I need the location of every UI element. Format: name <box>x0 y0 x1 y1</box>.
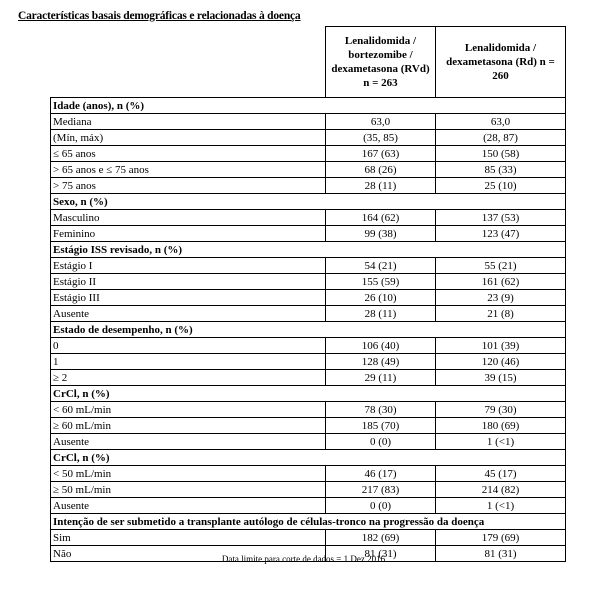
row-label: Estágio III <box>51 290 326 306</box>
table-row <box>51 530 566 546</box>
rd-value: 214 (82) <box>436 482 566 498</box>
rd-value: 1 (<1) <box>436 498 566 514</box>
row-label: Feminino <box>51 226 326 242</box>
row-label: Ausente <box>51 498 326 514</box>
rd-value: 123 (47) <box>436 226 566 242</box>
table-row <box>51 498 566 514</box>
row-label: 1 <box>51 354 326 370</box>
table-row <box>51 306 566 322</box>
rd-value: 55 (21) <box>436 258 566 274</box>
rd-value: 81 (31) <box>436 546 566 562</box>
row-label: Não <box>51 546 326 562</box>
section-header-row <box>51 98 566 114</box>
table-row <box>51 226 566 242</box>
rd-value: 101 (39) <box>436 338 566 354</box>
rd-value: 120 (46) <box>436 354 566 370</box>
table-row <box>51 130 566 146</box>
rvd-value: 28 (11) <box>326 178 436 194</box>
table-row <box>51 354 566 370</box>
row-label: > 75 anos <box>51 178 326 194</box>
rd-value: 161 (62) <box>436 274 566 290</box>
row-label: Masculino <box>51 210 326 226</box>
section-label: Idade (anos), n (%) <box>51 98 566 114</box>
table-row <box>51 434 566 450</box>
row-label: Mediana <box>51 114 326 130</box>
row-label: Estágio I <box>51 258 326 274</box>
table-row <box>51 482 566 498</box>
rvd-value: 106 (40) <box>326 338 436 354</box>
rvd-value: 28 (11) <box>326 306 436 322</box>
section-header-row <box>51 450 566 466</box>
rd-value: 79 (30) <box>436 402 566 418</box>
rd-value: 21 (8) <box>436 306 566 322</box>
section-header-row <box>51 386 566 402</box>
footnote: Data limite para corte de dados = 1 Dez 2016 <box>221 554 386 564</box>
section-header-row <box>51 194 566 210</box>
row-label: ≥ 50 mL/min <box>51 482 326 498</box>
row-label: > 65 anos e ≤ 75 anos <box>51 162 326 178</box>
rvd-value: 29 (11) <box>326 370 436 386</box>
row-label: ≥ 2 <box>51 370 326 386</box>
table-row <box>51 418 566 434</box>
table-row <box>51 146 566 162</box>
table-row <box>51 274 566 290</box>
rvd-value: 0 (0) <box>326 498 436 514</box>
row-label: (Mín, máx) <box>51 130 326 146</box>
rd-value: 179 (69) <box>436 530 566 546</box>
row-label: 0 <box>51 338 326 354</box>
rd-value: 150 (58) <box>436 146 566 162</box>
section-header-row <box>51 514 566 530</box>
rvd-value: 46 (17) <box>326 466 436 482</box>
rvd-value: 63,0 <box>326 114 436 130</box>
section-label: Intenção de ser submetido a transplante autólogo de células-tronco na progressão da doença <box>51 514 566 530</box>
rd-value: 137 (53) <box>436 210 566 226</box>
section-header-row <box>51 322 566 338</box>
table-row <box>51 258 566 274</box>
table-row <box>51 210 566 226</box>
rd-value: 180 (69) <box>436 418 566 434</box>
row-label: < 60 mL/min <box>51 402 326 418</box>
rvd-value: 164 (62) <box>326 210 436 226</box>
rvd-value: 68 (26) <box>326 162 436 178</box>
header-row <box>51 27 566 98</box>
baseline-characteristics-table <box>50 26 566 562</box>
row-label: Ausente <box>51 434 326 450</box>
rd-value: 45 (17) <box>436 466 566 482</box>
rvd-value: 167 (63) <box>326 146 436 162</box>
table-row <box>51 162 566 178</box>
rd-value: 1 (<1) <box>436 434 566 450</box>
header-blank-cell <box>51 27 326 98</box>
column-header-rvd: Lenalidomida / bortezomibe / dexametasona (RVd) n = 263 <box>326 27 436 98</box>
rvd-value: (35, 85) <box>326 130 436 146</box>
column-header-rd: Lenalidomida / dexametasona (Rd) n = 260 <box>436 27 566 98</box>
section-label: CrCl, n (%) <box>51 450 566 466</box>
rvd-value: 182 (69) <box>326 530 436 546</box>
row-label: ≥ 60 mL/min <box>51 418 326 434</box>
row-label: ≤ 65 anos <box>51 146 326 162</box>
row-label: Sim <box>51 530 326 546</box>
table-row <box>51 178 566 194</box>
table-row <box>51 114 566 130</box>
section-header-row <box>51 242 566 258</box>
row-label: Ausente <box>51 306 326 322</box>
row-label: Estágio II <box>51 274 326 290</box>
table-row <box>51 338 566 354</box>
rvd-value: 99 (38) <box>326 226 436 242</box>
rvd-value: 81 (31) <box>326 546 436 562</box>
section-label: Estágio ISS revisado, n (%) <box>51 242 566 258</box>
table-row <box>51 370 566 386</box>
table-row <box>51 290 566 306</box>
rd-value: 23 (9) <box>436 290 566 306</box>
rvd-value: 185 (70) <box>326 418 436 434</box>
section-label: Sexo, n (%) <box>51 194 566 210</box>
section-label: CrCl, n (%) <box>51 386 566 402</box>
rd-value: 63,0 <box>436 114 566 130</box>
rvd-value: 128 (49) <box>326 354 436 370</box>
rvd-value: 217 (83) <box>326 482 436 498</box>
row-label: < 50 mL/min <box>51 466 326 482</box>
rd-value: 39 (15) <box>436 370 566 386</box>
rvd-value: 78 (30) <box>326 402 436 418</box>
rd-value: (28, 87) <box>436 130 566 146</box>
table-row <box>51 466 566 482</box>
rd-value: 25 (10) <box>436 178 566 194</box>
section-label: Estado de desempenho, n (%) <box>51 322 566 338</box>
rvd-value: 0 (0) <box>326 434 436 450</box>
table-row <box>51 402 566 418</box>
rd-value: 85 (33) <box>436 162 566 178</box>
rvd-value: 155 (59) <box>326 274 436 290</box>
rvd-value: 26 (10) <box>326 290 436 306</box>
rvd-value: 54 (21) <box>326 258 436 274</box>
table-title: Características basais demográficas e relacionadas à doença <box>18 10 301 22</box>
